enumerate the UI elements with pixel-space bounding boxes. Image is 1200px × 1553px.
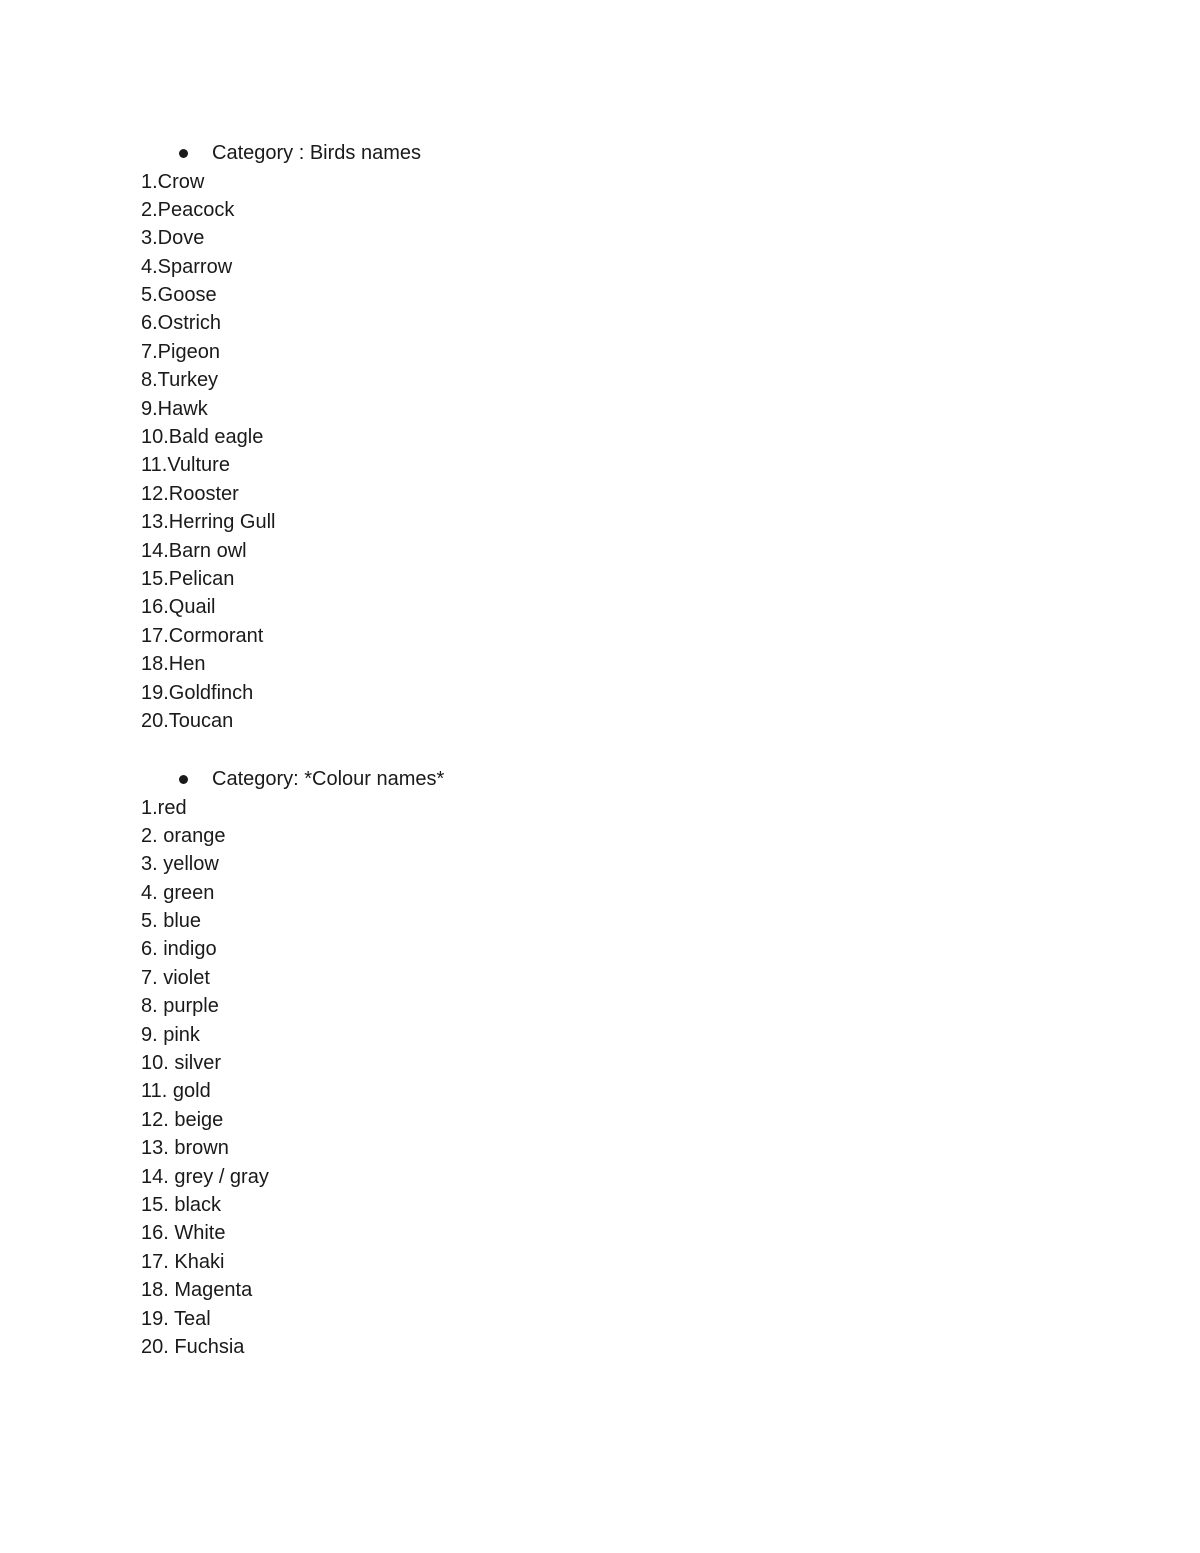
- birds-list-item: 15.Pelican: [141, 567, 235, 590]
- colours-list-item: 16. White: [141, 1222, 226, 1245]
- birds-heading: [141, 139, 941, 168]
- birds-section: [141, 139, 941, 735]
- colours-list-item: 10. silver: [141, 1052, 222, 1075]
- colours-heading-text: Category: *Colour names*: [212, 768, 445, 790]
- birds-list-item: 19.Goldfinch: [141, 681, 254, 704]
- birds-list-item: 11.Vulture: [141, 454, 230, 477]
- colours-section: [141, 765, 941, 1361]
- bullet-icon: [179, 149, 188, 158]
- birds-list-item: 1.Crow: [141, 170, 205, 193]
- colours-list-item: 9. pink: [141, 1023, 200, 1046]
- colours-list-item: 5. blue: [141, 910, 202, 933]
- birds-list-item: 7.Pigeon: [141, 340, 220, 363]
- birds-list-item: 5.Goose: [141, 284, 217, 307]
- colours-list-item: 20. Fuchsia: [141, 1335, 245, 1358]
- colours-list-item: 8. purple: [141, 995, 219, 1018]
- bullet-icon: [179, 775, 188, 784]
- colours-list-item: 4. green: [141, 881, 215, 904]
- birds-list-item: 20.Toucan: [141, 709, 234, 732]
- colours-list-item: 3. yellow: [141, 853, 219, 876]
- birds-list-item: 9.Hawk: [141, 397, 208, 420]
- colours-list-item: 7. violet: [141, 966, 210, 989]
- colours-list: [141, 794, 941, 1362]
- birds-list-item: 6.Ostrich: [141, 312, 222, 335]
- colours-list-item: 11. gold: [141, 1080, 211, 1103]
- colours-list-item: 1.red: [141, 796, 187, 819]
- birds-list-item: 13.Herring Gull: [141, 511, 276, 534]
- birds-list-item: 17.Cormorant: [141, 624, 264, 647]
- colours-list-item: 14. grey / gray: [141, 1165, 269, 1188]
- birds-list-item: 8.Turkey: [141, 369, 219, 392]
- birds-heading-text: Category : Birds names: [212, 142, 421, 164]
- birds-list-item: 3.Dove: [141, 227, 205, 250]
- colours-list-item: 18. Magenta: [141, 1279, 253, 1302]
- birds-list-item: 2.Peacock: [141, 198, 235, 221]
- colours-heading: [141, 765, 941, 794]
- birds-list-item: 12.Rooster: [141, 482, 239, 505]
- colours-list-item: 19. Teal: [141, 1307, 211, 1330]
- colours-list-item: 2. orange: [141, 824, 226, 847]
- birds-list-item: 14.Barn owl: [141, 539, 247, 562]
- birds-list: [141, 168, 941, 736]
- birds-list-item: 16.Quail: [141, 596, 216, 619]
- birds-list-item: 18.Hen: [141, 653, 206, 676]
- colours-list-item: 15. black: [141, 1193, 222, 1216]
- colours-list-item: 13. brown: [141, 1137, 229, 1160]
- birds-list-item: 10.Bald eagle: [141, 426, 264, 449]
- colours-list-item: 6. indigo: [141, 938, 217, 961]
- birds-list-item: 4.Sparrow: [141, 255, 233, 278]
- colours-list-item: 17. Khaki: [141, 1250, 225, 1273]
- colours-list-item: 12. beige: [141, 1108, 224, 1131]
